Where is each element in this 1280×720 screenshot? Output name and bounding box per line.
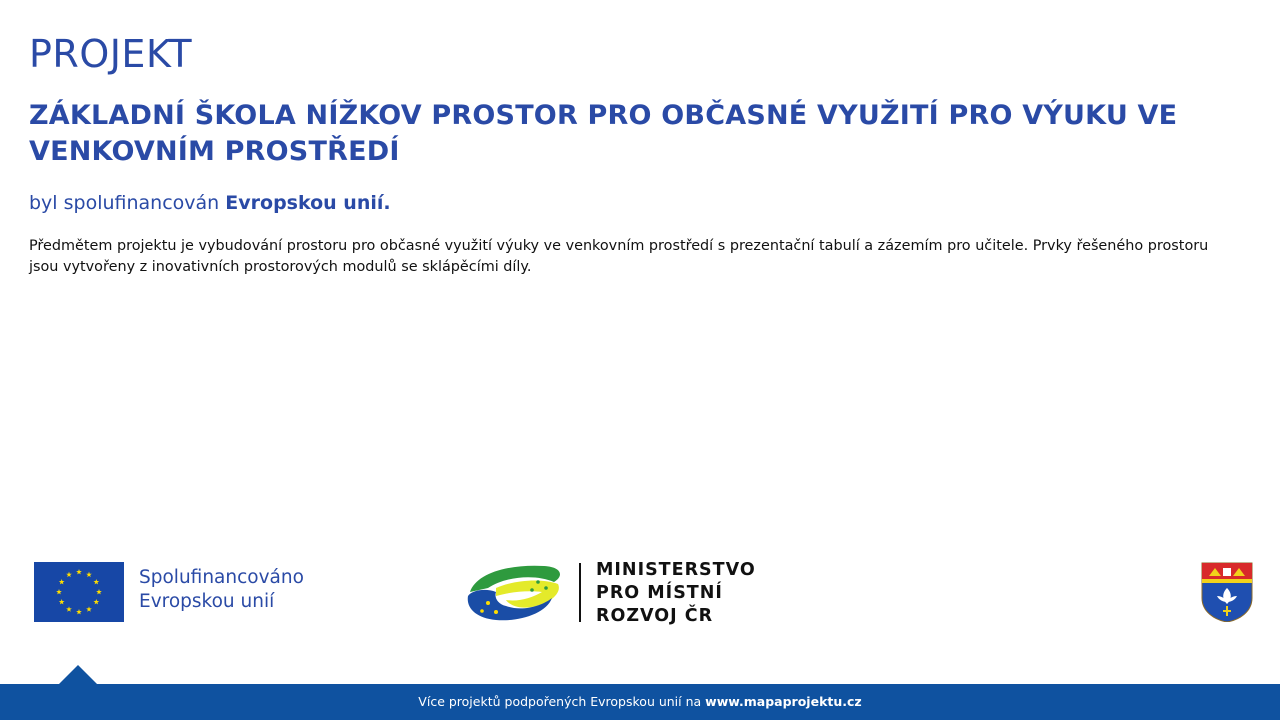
footer-tab-marker: [58, 665, 98, 685]
mmr-text: [596, 559, 756, 628]
footer-text: Více projektů podpořených Evropskou unií na: [418, 694, 702, 709]
mmr-logo: [466, 562, 566, 624]
funding-statement: [29, 192, 391, 214]
eu-text-line1: Spolufinancováno: [139, 567, 304, 588]
project-title: ZÁKLADNÍ ŠKOLA NÍŽKOV PROSTOR PRO OBČASNÉ VYUŽITÍ PRO VÝUKU VE VENKOVNÍM PROSTŘEDÍ: [29, 100, 1178, 167]
mmr-text-line2: PRO MÍSTNÍ: [596, 583, 723, 603]
mmr-text-line1: MINISTERSTVO: [596, 560, 756, 580]
eu-flag-logo: [34, 562, 124, 622]
funding-prefix: byl spolufinancován: [29, 192, 220, 214]
logo-divider: [579, 563, 581, 622]
coat-of-arms-icon: [1201, 562, 1253, 622]
project-description: Předmětem projektu je vybudování prostoru pro občasné využití výuky ve venkovním prostředí s prezentační tabulí a zázemím pro učitele. Prvky řešeného prostoru jsou vytvořeny z inovativních prostorových modulů se sklápěcími díly.: [29, 238, 1209, 275]
eu-cofinanced-text: [139, 566, 304, 614]
mmr-text-line3: ROZVOJ ČR: [596, 606, 714, 626]
footer-link[interactable]: www.mapaprojektu.cz: [705, 694, 862, 709]
funding-eu: Evropskou unií.: [225, 192, 391, 214]
footer-bar: [0, 684, 1280, 720]
eu-text-line2: Evropskou unií: [139, 591, 275, 612]
page-heading: PROJEKT: [29, 32, 193, 76]
